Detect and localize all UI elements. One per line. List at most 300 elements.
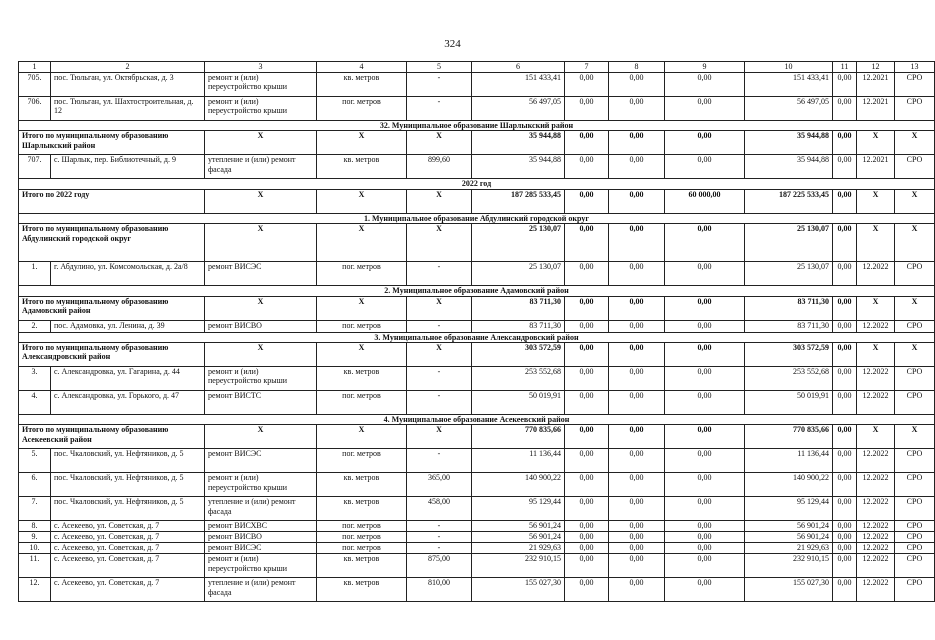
row-number: 1. [19,262,51,286]
table-cell: пог. метров [317,391,407,415]
address-cell: пос. Адамовка, ул. Ленина, д. 39 [51,320,205,332]
table-cell: СРО [895,543,935,554]
table-cell: - [407,73,472,97]
table-cell: 25 130,07 [472,262,565,286]
table-cell: X [857,343,895,367]
table-cell: 0,00 [665,449,745,473]
table-cell: X [407,224,472,262]
table-cell: 56 497,05 [472,97,565,121]
row-number: 12. [19,578,51,602]
table-cell: 0,00 [565,449,609,473]
table-cell: 0,00 [609,73,665,97]
column-number: 2 [51,62,205,73]
table-cell: 50 019,91 [472,391,565,415]
table-cell: 0,00 [833,473,857,497]
table-cell: 0,00 [665,224,745,262]
table-cell: ремонт и (или) переустройство крыши [205,97,317,121]
table-cell: 0,00 [665,343,745,367]
column-number: 6 [472,62,565,73]
table-cell: 83 711,30 [472,320,565,332]
table-cell: 0,00 [565,343,609,367]
table-cell: 12.2022 [857,521,895,532]
table-cell: 0,00 [609,532,665,543]
table-cell: 0,00 [833,131,857,155]
table-cell: X [407,131,472,155]
table-cell: 0,00 [609,296,665,320]
table-cell: 0,00 [609,578,665,602]
table-cell: кв. метров [317,554,407,578]
address-cell: с. Александровка, ул. Горького, д. 47 [51,391,205,415]
table-cell: 0,00 [833,532,857,543]
table-cell: 0,00 [565,155,609,179]
total-label: Итого по 2022 году [19,189,205,213]
table-cell: 0,00 [833,497,857,521]
table-cell: 0,00 [833,578,857,602]
table-cell: X [205,296,317,320]
row-number: 706. [19,97,51,121]
table-row [19,367,935,391]
total-label: Итого по муниципальному образованию Адамовский район [19,296,205,320]
table-cell: ремонт ВИСЭС [205,543,317,554]
table-cell: 0,00 [833,189,857,213]
table-cell: 0,00 [565,521,609,532]
table-cell: X [895,224,935,262]
table-row [19,320,935,332]
table-cell: 35 944,88 [745,155,833,179]
table-cell: X [205,425,317,449]
table-cell: ремонт и (или) переустройство крыши [205,367,317,391]
table-cell: 12.2022 [857,543,895,554]
table-cell: 0,00 [565,578,609,602]
table-cell: 0,00 [565,532,609,543]
section-title: 1. Муниципальное образование Абдулинский городской округ [19,213,935,223]
row-number: 8. [19,521,51,532]
row-number: 3. [19,367,51,391]
table-cell: 0,00 [665,155,745,179]
table-cell: 140 900,22 [472,473,565,497]
row-number: 11. [19,554,51,578]
table-cell: 232 910,15 [472,554,565,578]
table-cell: 12.2022 [857,554,895,578]
table-cell: 25 130,07 [472,224,565,262]
table-cell: 56 901,24 [745,521,833,532]
table-row [19,578,935,602]
column-number: 7 [565,62,609,73]
table-cell: ремонт и (или) переустройство крыши [205,554,317,578]
table-cell: кв. метров [317,155,407,179]
table-row [19,532,935,543]
table-cell: 60 000,00 [665,189,745,213]
table-cell: 0,00 [609,391,665,415]
total-label: Итого по муниципальному образованию Абдулинский городской округ [19,224,205,262]
page-number: 324 [444,38,461,50]
total-label: Итого по муниципальному образованию Шарлыкский район [19,131,205,155]
table-cell: X [857,425,895,449]
table-cell: 0,00 [565,73,609,97]
column-number: 8 [609,62,665,73]
table-row [19,262,935,286]
table-cell: ремонт ВИСВО [205,320,317,332]
total-label: Итого по муниципальному образованию Асекеевский район [19,425,205,449]
table-cell: 155 027,30 [472,578,565,602]
table-cell: X [317,343,407,367]
table-cell: 0,00 [665,391,745,415]
table-cell: ремонт и (или) переустройство крыши [205,73,317,97]
table-cell: 0,00 [609,97,665,121]
total-row [19,189,935,213]
table-cell: X [895,189,935,213]
table-cell: 56 901,24 [472,532,565,543]
table-cell: СРО [895,391,935,415]
address-cell: с. Асекеево, ул. Советская, д. 7 [51,532,205,543]
table-cell: 21 929,63 [472,543,565,554]
table-cell: 0,00 [665,425,745,449]
table-cell: 0,00 [565,131,609,155]
table-cell: - [407,391,472,415]
table-cell: пог. метров [317,543,407,554]
table-cell: X [205,131,317,155]
table-cell: СРО [895,155,935,179]
table-cell: 95 129,44 [745,497,833,521]
address-cell: с. Шарлык, пер. Библиотечный, д. 9 [51,155,205,179]
row-number: 7. [19,497,51,521]
table-cell: X [317,224,407,262]
column-number: 1 [19,62,51,73]
table-cell: 0,00 [833,262,857,286]
table-cell: 0,00 [609,497,665,521]
table-cell: 0,00 [833,449,857,473]
table-cell: 83 711,30 [472,296,565,320]
table-cell: X [205,343,317,367]
table-cell: 35 944,88 [745,131,833,155]
table-cell: 303 572,59 [472,343,565,367]
table-cell: утепление и (или) ремонт фасада [205,497,317,521]
address-cell: г. Абдулино, ул. Комсомольская, д. 2а/8 [51,262,205,286]
table-cell: X [317,131,407,155]
table-cell: СРО [895,554,935,578]
table-cell: СРО [895,73,935,97]
table-cell: 12.2021 [857,155,895,179]
table-cell: 232 910,15 [745,554,833,578]
table-cell: 12.2022 [857,578,895,602]
table-cell: 0,00 [609,155,665,179]
table-cell: X [857,131,895,155]
table-row [19,497,935,521]
table-cell: 0,00 [665,262,745,286]
column-number: 3 [205,62,317,73]
table-cell: кв. метров [317,367,407,391]
table-cell: 0,00 [609,343,665,367]
table-cell: пог. метров [317,521,407,532]
table-row [19,554,935,578]
table-cell: 0,00 [565,497,609,521]
table-cell: 0,00 [833,367,857,391]
table-cell: X [895,131,935,155]
table-cell: 12.2022 [857,262,895,286]
table-cell: 0,00 [565,554,609,578]
table-cell: 0,00 [565,97,609,121]
column-number: 5 [407,62,472,73]
table-cell: 0,00 [565,262,609,286]
table-cell: 187 225 533,45 [745,189,833,213]
column-number: 10 [745,62,833,73]
table-cell: СРО [895,532,935,543]
table-cell: 0,00 [665,578,745,602]
table-cell: X [205,224,317,262]
address-cell: пос. Тюльган, ул. Октябрьская, д. 3 [51,73,205,97]
row-number: 9. [19,532,51,543]
table-cell: 0,00 [833,343,857,367]
table-cell: 12.2022 [857,320,895,332]
table-cell: 50 019,91 [745,391,833,415]
table-cell: X [895,343,935,367]
table-cell: пог. метров [317,449,407,473]
table-cell: X [407,296,472,320]
table-cell: 0,00 [833,296,857,320]
table-row [19,521,935,532]
table-cell: X [857,224,895,262]
table-row [19,391,935,415]
table-cell: 0,00 [609,473,665,497]
table-cell: X [317,425,407,449]
table-cell: 0,00 [609,554,665,578]
table-cell: 155 027,30 [745,578,833,602]
table-cell: 83 711,30 [745,320,833,332]
section-title: 4. Муниципальное образование Асекеевский район [19,415,935,425]
table-cell: 810,00 [407,578,472,602]
table-body [19,62,935,602]
address-cell: с. Асекеево, ул. Советская, д. 7 [51,521,205,532]
table-cell: 140 900,22 [745,473,833,497]
address-cell: пос. Чкаловский, ул. Нефтяников, д. 5 [51,473,205,497]
table-cell: 12.2021 [857,73,895,97]
table-cell: ремонт ВИСВО [205,532,317,543]
section-header-row [19,179,935,189]
table-cell: 770 835,66 [472,425,565,449]
table-cell: 12.2022 [857,449,895,473]
table-cell: 0,00 [665,543,745,554]
table-cell: пог. метров [317,262,407,286]
table-cell: СРО [895,367,935,391]
table-cell: 11 136,44 [745,449,833,473]
address-cell: с. Асекеево, ул. Советская, д. 7 [51,554,205,578]
table-cell: СРО [895,521,935,532]
total-label: Итого по муниципальному образованию Александровский район [19,343,205,367]
table-cell: СРО [895,97,935,121]
table-cell: 187 285 533,45 [472,189,565,213]
capital-repair-table [18,61,935,602]
column-number: 13 [895,62,935,73]
table-cell: - [407,543,472,554]
row-number: 6. [19,473,51,497]
table-cell: 151 433,41 [472,73,565,97]
table-cell: 25 130,07 [745,224,833,262]
table-cell: 0,00 [665,473,745,497]
column-number: 12 [857,62,895,73]
table-row [19,73,935,97]
table-cell: 0,00 [609,425,665,449]
table-cell: - [407,449,472,473]
table-cell: X [205,189,317,213]
table-cell: 253 552,68 [745,367,833,391]
address-cell: с. Асекеево, ул. Советская, д. 7 [51,543,205,554]
table-cell: 253 552,68 [472,367,565,391]
section-title: 2. Муниципальное образование Адамовский район [19,286,935,296]
table-cell: кв. метров [317,497,407,521]
table-cell: утепление и (или) ремонт фасада [205,155,317,179]
column-number-row [19,62,935,73]
address-cell: пос. Тюльган, ул. Шахтостроительная, д. 12 [51,97,205,121]
table-cell: ремонт ВИСЭС [205,262,317,286]
table-cell: 12.2022 [857,497,895,521]
table-cell: 0,00 [833,543,857,554]
table-cell: 365,00 [407,473,472,497]
table-cell: 0,00 [833,425,857,449]
table-cell: - [407,320,472,332]
table-cell: пог. метров [317,320,407,332]
table-cell: X [857,189,895,213]
table-cell: 0,00 [665,532,745,543]
address-cell: пос. Чкаловский, ул. Нефтяников, д. 5 [51,449,205,473]
table-cell: 35 944,88 [472,155,565,179]
table-row [19,155,935,179]
table-cell: СРО [895,497,935,521]
section-title: 3. Муниципальное образование Александровский район [19,332,935,342]
table-cell: 0,00 [665,367,745,391]
table-cell: 0,00 [833,521,857,532]
table-cell: ремонт ВИСЭС [205,449,317,473]
address-cell: с. Александровка, ул. Гагарина, д. 44 [51,367,205,391]
table-cell: 0,00 [833,97,857,121]
table-cell: 25 130,07 [745,262,833,286]
table-cell: 0,00 [665,521,745,532]
table-cell: - [407,532,472,543]
section-header-row [19,121,935,131]
section-header-row [19,213,935,223]
table-cell: 0,00 [565,224,609,262]
table-cell: 0,00 [609,543,665,554]
table-row [19,543,935,554]
row-number: 5. [19,449,51,473]
section-header-row [19,415,935,425]
table-cell: 0,00 [609,131,665,155]
section-title: 2022 год [19,179,935,189]
table-cell: 0,00 [609,449,665,473]
row-number: 10. [19,543,51,554]
table-cell: СРО [895,320,935,332]
table-cell: X [857,296,895,320]
table-cell: 0,00 [565,425,609,449]
table-cell: 0,00 [609,262,665,286]
table-cell: X [407,425,472,449]
table-cell: 0,00 [565,473,609,497]
table-cell: 0,00 [833,320,857,332]
table-cell: X [317,296,407,320]
section-header-row [19,332,935,342]
table-cell: 0,00 [665,497,745,521]
table-cell: кв. метров [317,473,407,497]
table-cell: СРО [895,473,935,497]
address-cell: с. Асекеево, ул. Советская, д. 7 [51,578,205,602]
table-cell: X [407,189,472,213]
table-cell: 56 901,24 [472,521,565,532]
table-cell: 303 572,59 [745,343,833,367]
table-cell: 21 929,63 [745,543,833,554]
table-cell: 12.2022 [857,391,895,415]
table-cell: 0,00 [833,224,857,262]
table-cell: - [407,521,472,532]
table-cell: кв. метров [317,73,407,97]
table-cell: 0,00 [665,296,745,320]
table-cell: СРО [895,449,935,473]
table-cell: X [895,425,935,449]
table-cell: X [407,343,472,367]
table-cell: 35 944,88 [472,131,565,155]
table-cell: 0,00 [565,320,609,332]
table-cell: - [407,262,472,286]
table-cell: 83 711,30 [745,296,833,320]
table-cell: 12.2021 [857,97,895,121]
table-cell: 0,00 [833,554,857,578]
table-cell: 0,00 [833,73,857,97]
table-cell: 0,00 [609,367,665,391]
total-row [19,296,935,320]
address-cell: пос. Чкаловский, ул. Нефтяников, д. 5 [51,497,205,521]
table-cell: пог. метров [317,532,407,543]
table-cell: 0,00 [665,131,745,155]
table-cell: 0,00 [833,391,857,415]
table-cell: утепление и (или) ремонт фасада [205,578,317,602]
table-cell: 0,00 [565,391,609,415]
total-row [19,224,935,262]
table-cell: 0,00 [665,73,745,97]
table-cell: 458,00 [407,497,472,521]
section-header-row [19,286,935,296]
table-cell: 770 835,66 [745,425,833,449]
table-cell: 12.2022 [857,532,895,543]
total-row [19,343,935,367]
table-cell: 875,00 [407,554,472,578]
row-number: 2. [19,320,51,332]
table-cell: - [407,367,472,391]
table-cell: 899,60 [407,155,472,179]
table-cell: кв. метров [317,578,407,602]
table-cell: пог. метров [317,97,407,121]
table-row [19,473,935,497]
table-cell: ремонт ВИСХВС [205,521,317,532]
table-cell: 0,00 [665,320,745,332]
table-cell: 0,00 [665,554,745,578]
table-cell: 11 136,44 [472,449,565,473]
table-cell: 95 129,44 [472,497,565,521]
section-title: 32. Муниципальное образование Шарлыкский район [19,121,935,131]
table-cell: 0,00 [833,155,857,179]
table-cell: 0,00 [565,296,609,320]
column-number: 9 [665,62,745,73]
table-cell: - [407,97,472,121]
column-number: 11 [833,62,857,73]
table-cell: 56 901,24 [745,532,833,543]
table-cell: 12.2022 [857,367,895,391]
total-row [19,425,935,449]
table-cell: X [317,189,407,213]
table-cell: 12.2022 [857,473,895,497]
table-row [19,449,935,473]
total-row [19,131,935,155]
table-cell: 0,00 [565,543,609,554]
table-cell: 0,00 [609,189,665,213]
table-cell: X [895,296,935,320]
